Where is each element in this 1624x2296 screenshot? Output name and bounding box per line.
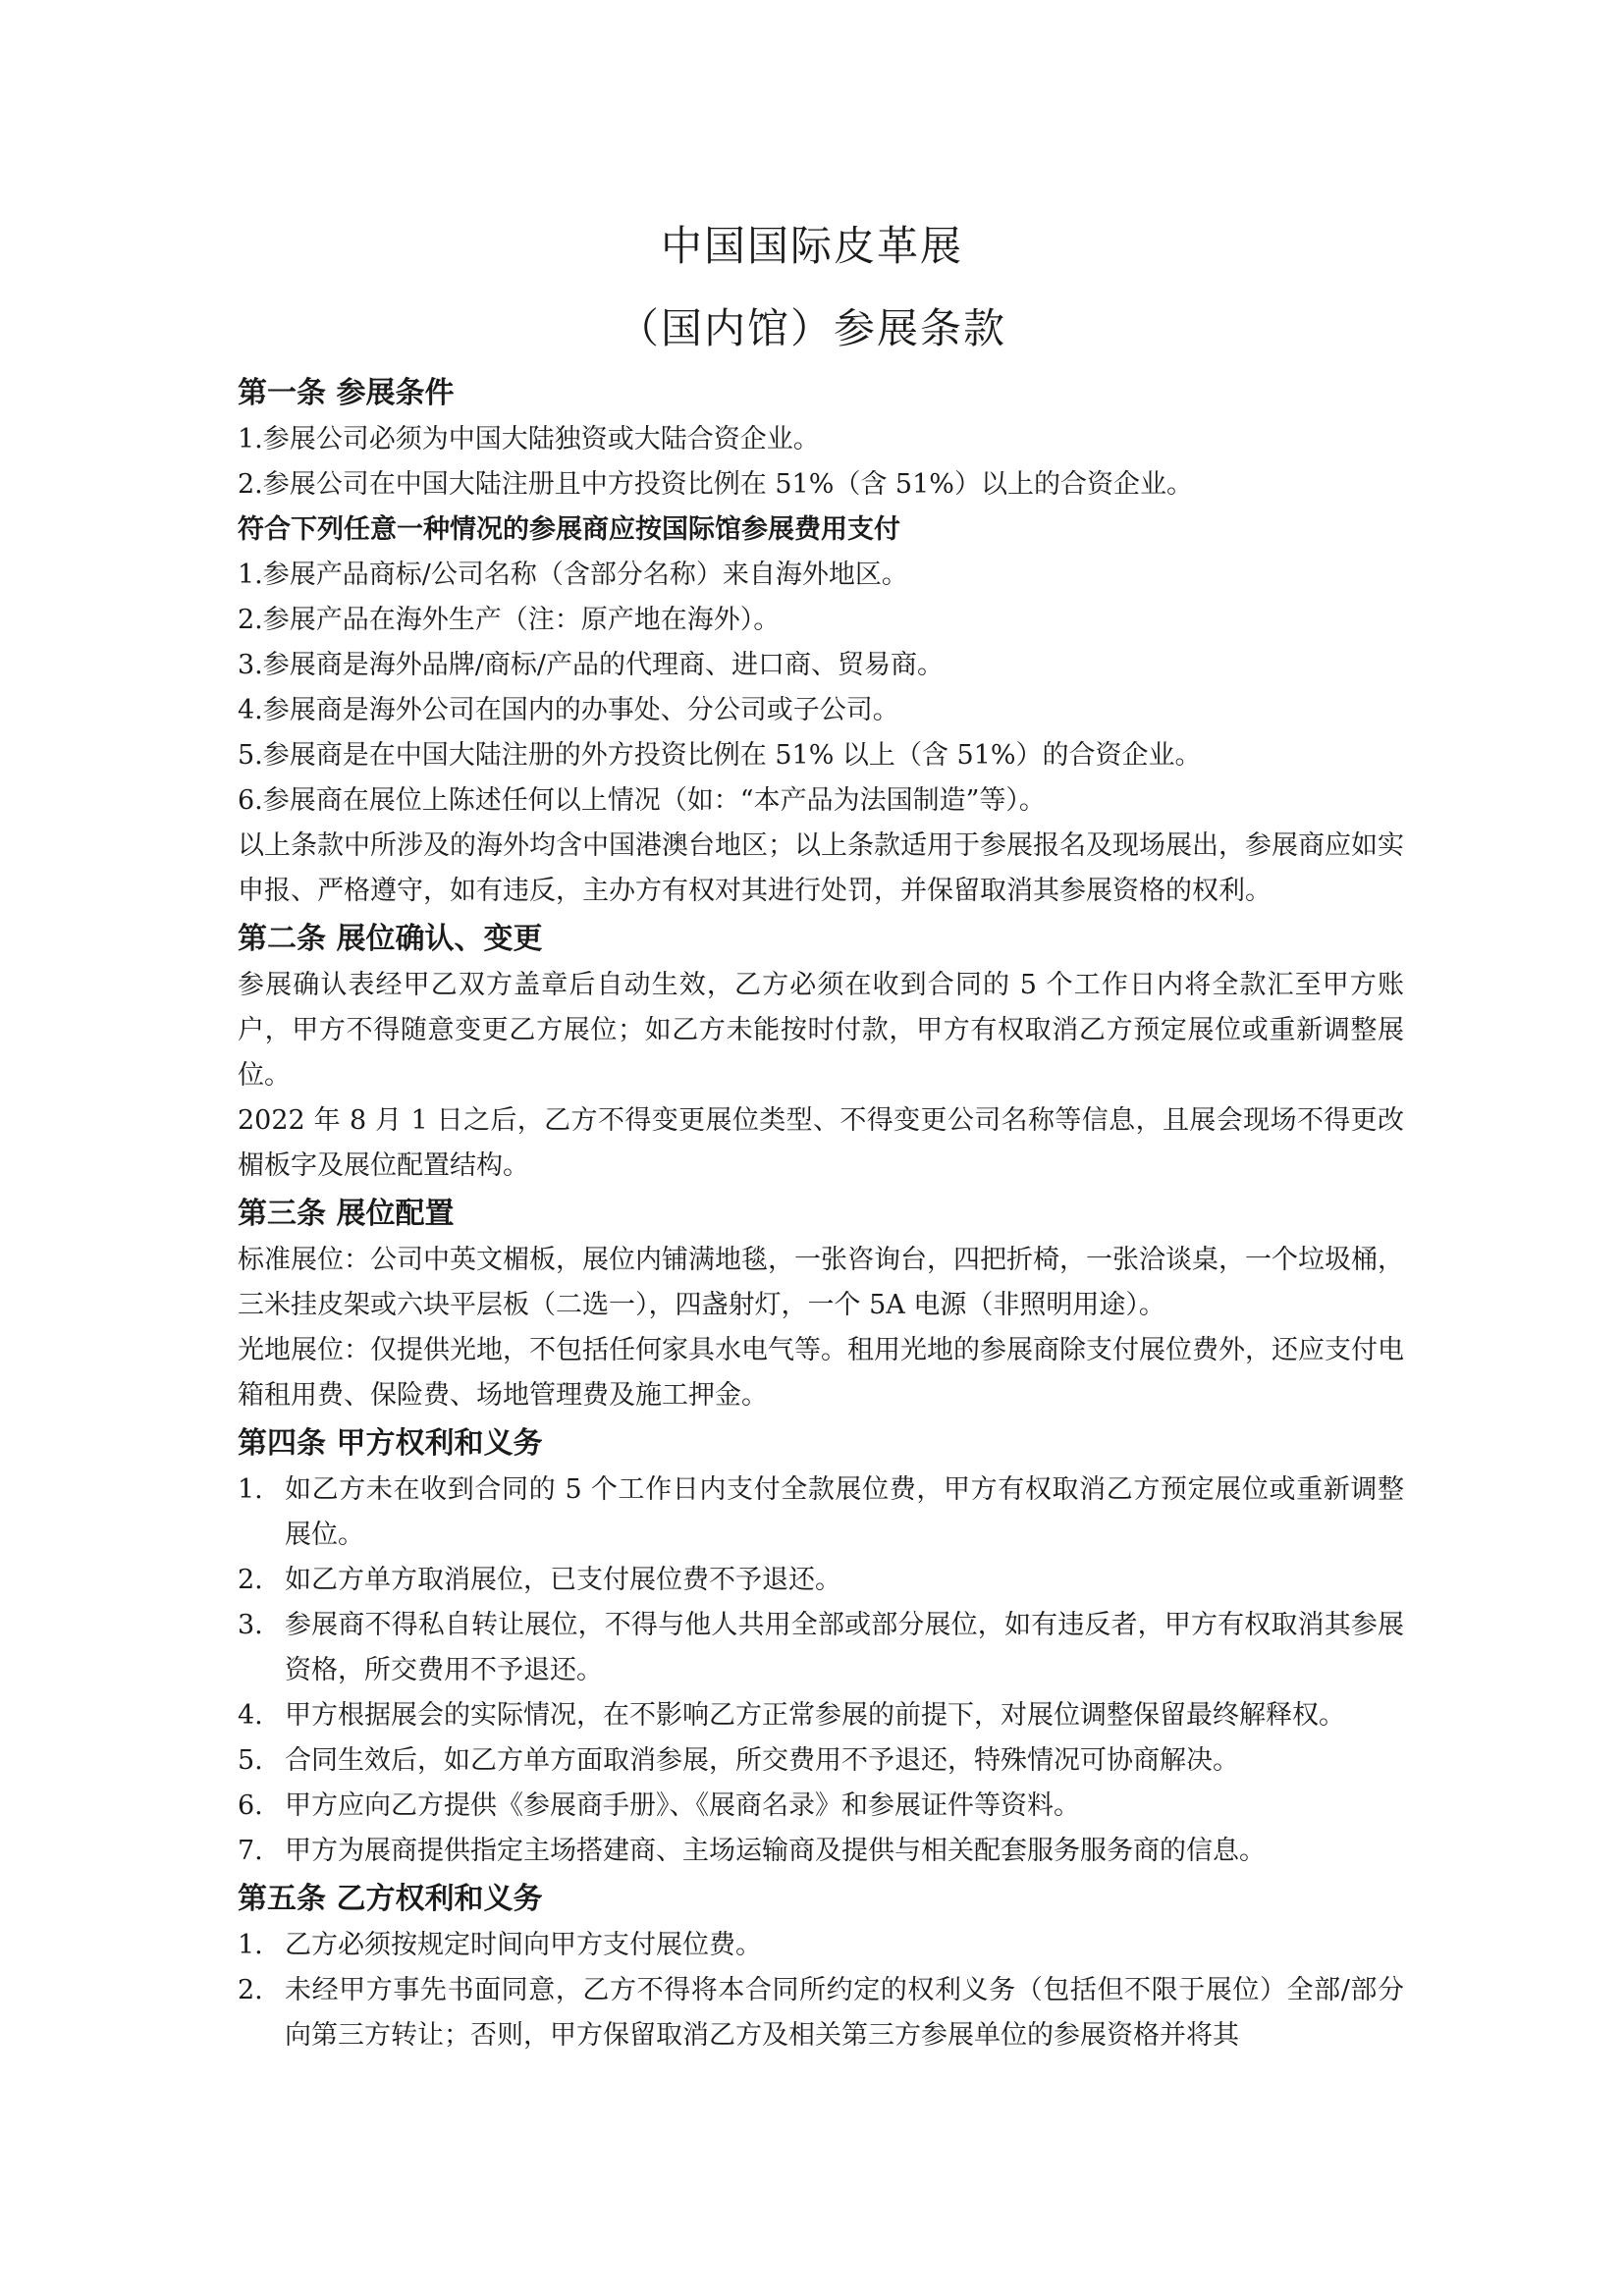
list-item-text: 甲方应向乙方提供《参展商手册》、《展商名录》和参展证件等资料。 [285, 1790, 1080, 1821]
section-1-condition: 2.参展产品在海外生产（注：原产地在海外）。 [238, 605, 781, 635]
document-body [238, 368, 1404, 2058]
list-item-text: 如乙方单方取消展位，已支付展位费不予退还。 [285, 1565, 841, 1595]
document-subtitle: （国内馆）参展条款 [617, 304, 1006, 352]
list-item-number: 7. [238, 1836, 263, 1866]
list-item-text: 未经甲方事先书面同意，乙方不得将本合同所约定的权利义务（包括但不限于展位）全部/部分向第三方转让；否则，甲方保留取消乙方及相关第三方参展单位的参展资格并将其 [285, 1975, 1404, 2051]
list-item-text: 合同生效后，如乙方单方面取消参展，所交费用不予退还，特殊情况可协商解决。 [285, 1745, 1239, 1776]
list-item-text: 甲方为展商提供指定主场搭建商、主场运输商及提供与相关配套服务服务商的信息。 [285, 1836, 1266, 1866]
list-item [238, 1558, 1404, 1603]
section-5-heading: 第五条 乙方权利和义务 [238, 1882, 543, 1916]
section-1-condition: 4.参展商是海外公司在国内的办事处、分公司或子公司。 [238, 695, 899, 725]
list-item [238, 1603, 1404, 1693]
section-4-heading: 第四条 甲方权利和义务 [238, 1426, 543, 1461]
section-3-paragraph: 标准展位：公司中英文楣板，展位内铺满地毯，一张咨询台，四把折椅，一张洽谈桌，一个垃圾桶，三米挂皮架或六块平层板（二选一），四盏射灯，一个 5A 电源（非照明用途）。 [238, 1245, 1404, 1320]
section-2-paragraph: 参展确认表经甲乙双方盖章后自动生效，乙方必须在收到合同的 5 个工作日内将全款汇至甲方账户，甲方不得随意变更乙方展位；如乙方未能按时付款，甲方有权取消乙方预定展位或重新调整展位。 [238, 970, 1404, 1091]
list-item-text: 乙方必须按规定时间向甲方支付展位费。 [285, 1930, 762, 1960]
section-3-paragraph: 光地展位：仅提供光地，不包括任何家具水电气等。租用光地的参展商除支付展位费外，还应支付电箱租用费、保险费、场地管理费及施工押金。 [238, 1335, 1404, 1411]
list-item-text: 甲方根据展会的实际情况，在不影响乙方正常参展的前提下，对展位调整保留最终解释权。 [285, 1700, 1345, 1731]
list-item [238, 1968, 1404, 2058]
section-3-heading: 第三条 展位配置 [238, 1197, 455, 1231]
list-item-number: 2. [238, 1565, 263, 1595]
list-item-number: 2. [238, 1975, 263, 2005]
list-item-number: 6. [238, 1790, 263, 1821]
list-item-text: 参展商不得私自转让展位，不得与他人共用全部或部分展位，如有违反者，甲方有权取消其参展资格，所交费用不予退还。 [285, 1610, 1404, 1685]
list-item [238, 1468, 1404, 1558]
section-2-paragraph: 2022 年 8 月 1 日之后，乙方不得变更展位类型、不得变更公司名称等信息，且展会现场不得更改楣板字及展位配置结构。 [238, 1105, 1404, 1181]
list-item-number: 4. [238, 1700, 263, 1731]
list-item-number: 1. [238, 1930, 263, 1960]
document-title: 中国国际皮革展 [660, 222, 963, 270]
section-1-item: 2.参展公司在中国大陆注册且中方投资比例在 51%（含 51%）以上的合资企业。 [238, 469, 1193, 500]
section-2-heading: 第二条 展位确认、变更 [238, 922, 543, 956]
section-1-condition: 5.参展商是在中国大陆注册的外方投资比例在 51% 以上（含 51%）的合资企业。 [238, 740, 1202, 771]
list-item-number: 5. [238, 1745, 263, 1776]
list-item [238, 1923, 1404, 1968]
section-1-condition: 6.参展商在展位上陈述任何以上情况（如：“本产品为法国制造”等）。 [238, 785, 1046, 816]
list-item-number: 1. [238, 1474, 263, 1505]
list-item [238, 1784, 1404, 1829]
list-item-number: 3. [238, 1610, 263, 1640]
section-1-item: 1.参展公司必须为中国大陆独资或大陆合资企业。 [238, 424, 820, 454]
section-1-heading: 第一条 参展条件 [238, 376, 455, 410]
list-item [238, 1738, 1404, 1784]
section-1-subheading: 符合下列任意一种情况的参展商应按国际馆参展费用支付 [238, 514, 900, 545]
list-item-text: 如乙方未在收到合同的 5 个工作日内支付全款展位费，甲方有权取消乙方预定展位或重新调整展位。 [285, 1474, 1404, 1550]
list-item [238, 1829, 1404, 1874]
section-1-note: 以上条款中所涉及的海外均含中国港澳台地区；以上条款适用于参展报名及现场展出，参展商应如实申报、严格遵守，如有违反，主办方有权对其进行处罚，并保留取消其参展资格的权利。 [238, 830, 1404, 906]
section-1-condition: 3.参展商是海外品牌/商标/产品的代理商、进口商、贸易商。 [238, 650, 944, 680]
section-1-condition: 1.参展产品商标/公司名称（含部分名称）来自海外地区。 [238, 560, 908, 590]
list-item [238, 1693, 1404, 1738]
